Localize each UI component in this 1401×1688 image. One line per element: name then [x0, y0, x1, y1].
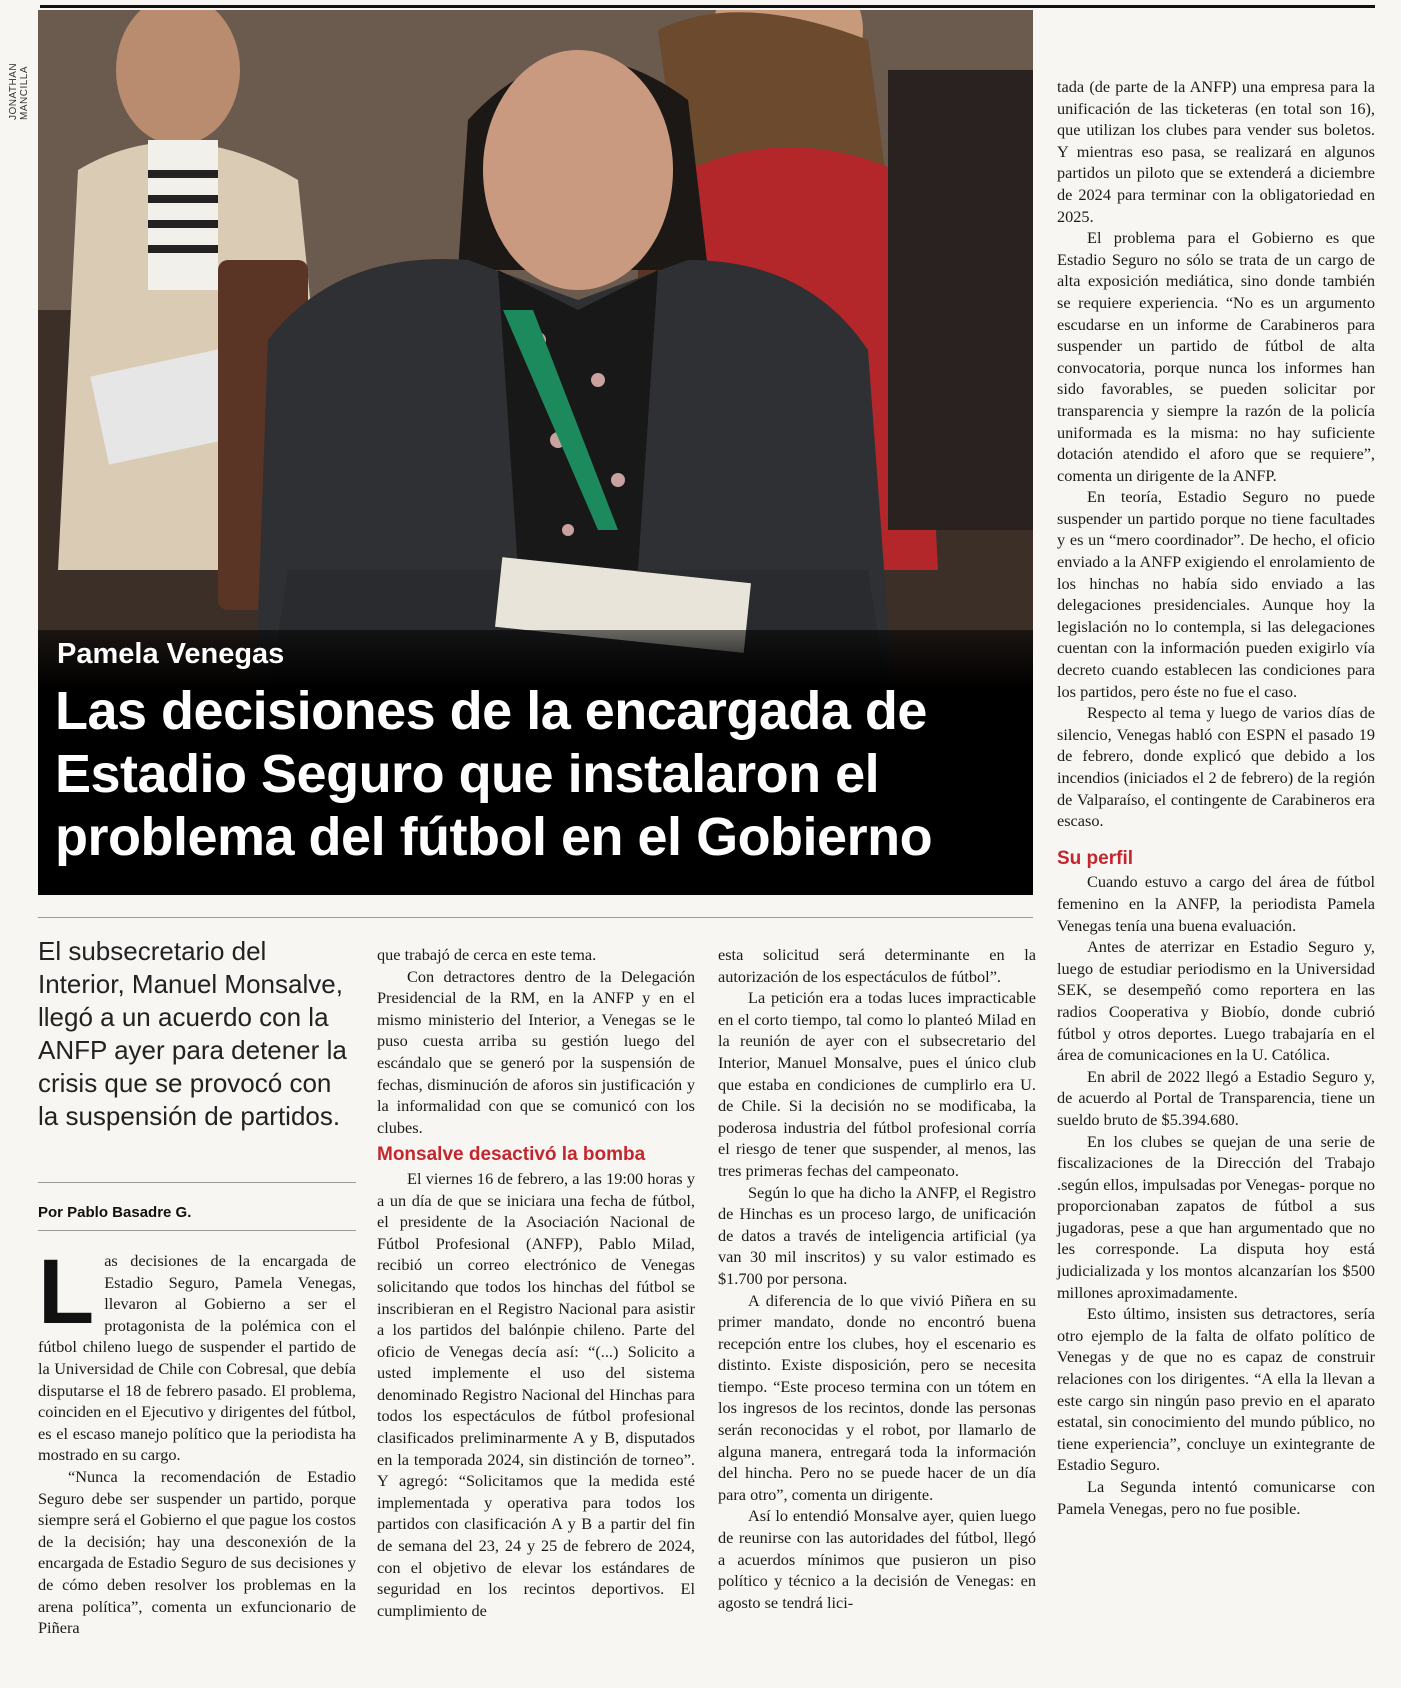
column-1	[38, 1241, 356, 1680]
byline: Por Pablo Basadre G.	[38, 1204, 192, 1221]
paragraph: La Segunda intentó comunicarse con Pamela Venegas, pero no fue posible.	[1057, 1477, 1375, 1518]
divider-deck	[38, 1182, 356, 1183]
kicker: Pamela Venegas	[57, 638, 285, 670]
paragraph: Con detractores dentro de la Delegación Presidencial de la RM, en la ANFP y en el mismo ministerio del Interior, a Venegas se le puso cuesta arriba su gestión luego del escándalo que se generó por la suspensión de fechas, disminución de aforos sin justificación y la informalidad con que se comunicó con los clubes.	[377, 966, 695, 1137]
paragraph: Esto último, insisten sus detractores, sería otro ejemplo de la falta de olfato político de Venegas y de que no es capaz de construir relaciones con los dirigentes. “A ella la llevan a este cargo sin ningún paso previo en el aparato estatal, sin conocimiento del mundo público, no tiene experiencia”, concluye un exintegrante de Estadio Seguro.	[1057, 1304, 1375, 1475]
subhead: Monsalve desactivó la bomba	[377, 1144, 646, 1166]
divider-byline	[38, 1230, 356, 1231]
headline: Las decisiones de la encargada de Estadio Seguro que instalaron el problema del fútbol en el Gobierno	[55, 681, 933, 867]
column-4	[1057, 76, 1375, 1680]
divider-top	[38, 917, 1033, 918]
subhead: Su perfil	[1057, 847, 1134, 869]
top-rule	[40, 5, 1375, 8]
photo-credit: JONATHAN MANCILLA	[8, 62, 30, 120]
deck: El subsecretario del Interior, Manuel Monsalve, llegó a un acuerdo con la ANFP ayer para detener la crisis que se provocó con la suspensión de partidos.	[38, 936, 347, 1131]
paragraph: as decisiones de la encargada de Estadio Seguro, Pamela Venegas, llevaron al Gobierno a ser el protagonista de la polémica con el fútbol chileno luego de suspender el partido de la Universidad de Chile con Cobresal, que debía disputarse el 18 de febrero pasado. El problema, coinciden en el Ejecutivo y dirigentes del fútbol, es el escaso manejo político que la periodista ha mostrado en su cargo.	[38, 1251, 356, 1465]
paragraph: Antes de aterrizar en Estadio Seguro y, luego de estudiar periodismo en la Universidad SEK, se desempeñó como reportera en las radios Cooperativa y Biobío, donde cubrió fútbol y otros deportes. Luego trabajaría en el área de comunicaciones en la U. Católica.	[1057, 937, 1375, 1065]
paragraph: La petición era a todas luces impracticable en el corto tiempo, tal como lo planteó Milad en la reunión de ayer con el subsecretario del Interior, Manuel Monsalve, pues el único club que estaba en condiciones de cumplirlo era U. de Chile. Si la decisión no se modificaba, la poderosa industria del fútbol profesional corría el riesgo de tener que suspender, al menos, las tres primeras fechas del campeonato.	[718, 988, 1036, 1180]
paragraph: que trabajó de cerca en este tema.	[377, 945, 597, 964]
paragraph: esta solicitud será determinante en la autorización de los espectáculos de fútbol”.	[718, 945, 1036, 986]
paragraph: En los clubes se quejan de una serie de fiscalizaciones de la Dirección del Trabajo .según ellos, impulsadas por Venegas- porque no proporcionaban zapatos de fútbol a sus jugadoras, pese a que han argumentado que no les corresponde. La disputa hoy está judicializada y los montos alcanzarían los $500 millones aproximadamente.	[1057, 1131, 1375, 1302]
column-2	[377, 944, 695, 1680]
paragraph: El viernes 16 de febrero, a las 19:00 horas y a un día de que se iniciara una fecha de fútbol, el presidente de la Asociación Nacional de Fútbol Profesional (ANFP), Pablo Milad, recibió un correo electrónico de Venegas solicitando que todos los hinchas del fútbol se inscribieran en el Registro Nacional para asistir a los partidos del balónpie chileno. Parte del oficio de Venegas decía así: “(...) Solicito a usted implemente el uso del sistema denominado Registro Nacional del Hinchas para todos los espectáculos de fútbol profesional clasificados preliminarmente A y B, disputados en la temporada 2024, sin distinción de torneo”. Y agregó: “Solicitamos que la medida esté implementada y operativa para todos los partidos con clasificación A y B a partir del fin de semana del 23, 24 y 25 de febrero de 2024, con el objetivo de elevar los estándares de seguridad en los recintos deportivos. El cumplimiento de	[377, 1168, 695, 1620]
paragraph: Cuando estuvo a cargo del área de fútbol femenino en la ANFP, la periodista Pamela Venegas tenía una buena evaluación.	[1057, 872, 1375, 935]
paragraph: El problema para el Gobierno es que Estadio Seguro no sólo se trata de un cargo de alta exposición mediática, sino donde también se requiere experiencia. “No es un argumento escudarse en un informe de Carabineros para suspender un partido de fútbol de alta convocatoria, porque nunca los informes han sido favorables, se pueden solicitar por transparencia y siempre la razón de la policía uniformada es la misma: no hay suficiente dotación atendido el aforo que se requiere”, comenta un dirigente de la ANFP.	[1057, 228, 1375, 485]
paragraph: En teoría, Estadio Seguro no puede suspender un partido porque no tiene facultades y es un “mero coordinador”. De hecho, el oficio enviado a la ANFP exigiendo el enrolamiento de los hinchas no había sido enviado a las delegaciones presidenciales. Aunque hoy la legislación no lo contempla, si las delegaciones cuentan con la información pueden exigirlo vía decreto cuando establecen las condiciones para los partidos, pero éste no fue el caso.	[1057, 487, 1375, 701]
paragraph: Según lo que ha dicho la ANFP, el Registro de Hinchas es un proceso largo, de unificación de datos a través de inteligencia artificial (ya van 30 mil inscritos) y su valor estimado es $1.700 por persona.	[718, 1182, 1036, 1288]
dropcap: L	[38, 1241, 95, 1343]
column-3	[718, 944, 1036, 1680]
paragraph: tada (de parte de la ANFP) una empresa para la unificación de las ticketeras (en total son 16), que utilizan los clubes para vender sus boletos. Y mientras eso pasa, se realizará en algunos partidos un piloto que se extenderá a diciembre de 2024 para terminar con la obligatoriedad en 2025.	[1057, 77, 1375, 226]
paragraph: “Nunca la recomendación de Estadio Seguro debe ser suspender un partido, porque siempre será el Gobierno el que pague los costos de la decisión; hay una desconexión de la encargada de Estadio Seguro de sus decisiones y de cómo deben resolver los problemas en la arena política”, comenta un exfuncionario de Piñera	[38, 1466, 356, 1638]
paragraph: Así lo entendió Monsalve ayer, quien luego de reunirse con las autoridades del fútbol, llegó a acuerdos mínimos que pusieron un piso político y técnico a la decisión de Venegas: en agosto se tendrá lici-	[718, 1506, 1036, 1612]
paragraph: Respecto al tema y luego de varios días de silencio, Venegas habló con ESPN el pasado 19 de febrero, donde explicó que debido a los incendios (iniciados el 2 de febrero) de la región de Valparaíso, el contingente de Carabineros era escaso.	[1057, 703, 1375, 831]
paragraph: En abril de 2022 llegó a Estadio Seguro y, de acuerdo al Portal de Transparencia, tiene un sueldo bruto de $5.394.680.	[1057, 1066, 1375, 1129]
paragraph: A diferencia de lo que vivió Piñera en su primer mandato, donde no encontró buena recepción entre los clubes, hoy el escenario es distinto. Existe disposición, pero se necesita tiempo. “Este proceso termina con un tótem en los ingresos de los recintos, donde las personas serán reconocidas y el robot, por llamarlo de alguna manera, entregará toda la información del hincha. Pero no se puede hacer de un día para otro”, comenta un dirigente.	[718, 1290, 1036, 1504]
